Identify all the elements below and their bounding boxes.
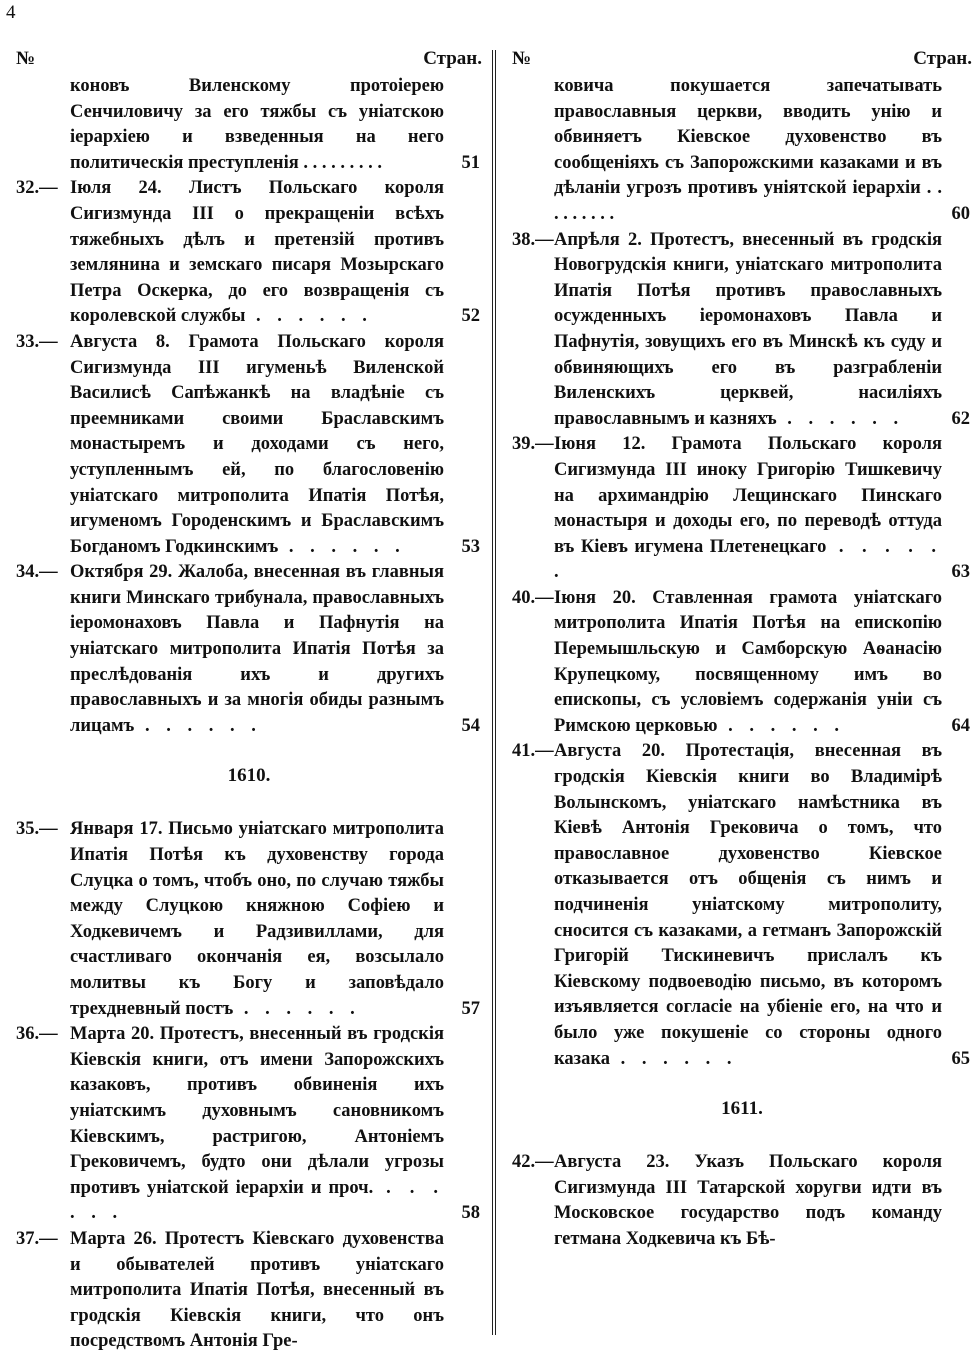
entry-page: 60 xyxy=(951,203,970,224)
num-label: № xyxy=(16,48,36,69)
page-number: 4 xyxy=(6,2,16,23)
column-divider xyxy=(492,50,496,1335)
right-column xyxy=(512,44,972,1253)
entry-text: Августа 8. Грамота Польскаго короля Сигизмунда III игуменьѣ Виленской Василисѣ Сапѣжанкѣ на владѣніе съ преемниками своими Браславскимъ монастыремъ и доходами съ него, уступленнымъ ей, по благословенію уніатскаго митрополита Ипатія Потѣя, игуменомъ Городенскимъ и Браславскимъ Богданомъ Годкинскимъ xyxy=(70,331,444,557)
year-heading-1611: 1611. xyxy=(721,1098,763,1120)
entry-text: Августа 20. Протестація, внесенная въ гродскія Кіевскія книги во Владимірѣ Волынскомъ, уніатскаго намѣстника въ Кіевѣ Антонія Грековича о томъ, что православное духовенство Кіевское отказывается отъ общенія съ нимъ и подчиненія уніатскому митрополиту, сносится съ казаками, а гетманъ Запорожскій Григорій Тискиневичъ прислалъ къ Кіевскому подвоеводію письмо, въ которомъ изъявляется согласіе на убіеніе его, на что и было уже покушеніе со стороны одного казака xyxy=(554,741,942,1069)
entry-number: 32.— xyxy=(16,178,58,199)
entry-number: 42.— xyxy=(512,1152,554,1173)
toc-entry: 32.— Іюля 24. Листъ Польскаго короля Сигизмунда III о прекращеніи всѣхъ тяжебныхъ дѣлъ и претензій противъ землянина и земскаго писаря Мозырскаго Петра Оскерка, до его возвращенія съ королевской службы . . . . . . 52 xyxy=(16,176,482,330)
entry-number: 36.— xyxy=(16,1024,58,1045)
entry-page: 51 xyxy=(461,152,480,173)
page-label: Стран. xyxy=(423,48,482,69)
entry-text: Марта 20. Протестъ, внесенный въ гродскія Кіевскія книги, отъ имени Запорожскихъ казаковъ, противъ обвиненія ихъ уніатскимъ духовнымъ сановникомъ Кіевскимъ, растригою, Антоніемъ Грековичемъ, будто они дѣлали угрозы противъ уніатской іерархіи и проч. xyxy=(70,1024,444,1198)
entry-text: Марта 26. Протестъ Кіевскаго духовенства и обывателей противъ уніатскаго митрополита Ипатія Потѣя, внесенный въ гродскія Кіевскія книги, что онъ посредствомъ Антонія Гре- xyxy=(70,1228,444,1352)
toc-entry: 33.— Августа 8. Грамота Польскаго короля Сигизмунда III игуменьѣ Виленской Василисѣ Сапѣжанкѣ на владѣніе съ преемниками своими Браславскимъ монастыремъ и доходами съ него, уступленнымъ ей, по благословенію уніатскаго митрополита Ипатія Потѣя, игуменомъ Городенскимъ и Браславскимъ Богданомъ Годкинскимъ . . . . . . 53 xyxy=(16,330,482,560)
entry-number: 33.— xyxy=(16,331,58,352)
entry-number: 38.— xyxy=(512,229,554,250)
toc-entry xyxy=(512,1150,972,1252)
entry-text: Октября 29. Жалоба, внесенная въ главныя книги Минскаго трибунала, православныхъ іеромонаховъ Павла и Пафнутія на уніатскаго митрополита Ипатія Потѣя за преслѣдованія ихъ и другихъ православныхъ и за многія обиды разнымъ лицамъ xyxy=(70,562,444,736)
toc-entry: 41.— Августа 20. Протестація, внесенная въ гродскія Кіевскія книги во Владимірѣ Волынскомъ, уніатскаго намѣстника въ Кіевѣ Антонія Грековича о томъ, что православное духовенство Кіевское отказывается отъ общенія съ нимъ и подчиненія уніатскому митрополиту, сносится съ казаками, а гетманъ Запорожскій Григорій Тискиневичъ прислалъ къ Кіевскому подвоеводію письмо, въ которомъ изъявляется согласіе на убіеніе его, на что и было уже покушеніе со стороны одного казака . . . . . . 65 xyxy=(512,739,972,1072)
entry-number: 34.— xyxy=(16,562,58,583)
entry-text: Іюня 12. Грамота Польскаго короля Сигизмунда III иноку Григорію Тишкевичу на архимандрію Лещинскаго Пинскаго монастыря и доходы его, по переводѣ оттуда въ Кіевъ игумена Плетенецкаго xyxy=(554,434,942,557)
entry-page: 54 xyxy=(461,715,480,736)
toc-entry xyxy=(16,1227,482,1355)
entry-page: 52 xyxy=(461,306,480,327)
year-heading-1610: 1610. xyxy=(227,765,271,787)
toc-entry: 34.— Октября 29. Жалоба, внесенная въ главныя книги Минскаго трибунала, православныхъ іеромонаховъ Павла и Пафнутія на уніатскаго митрополита Ипатія Потѣя за преслѣдованія ихъ и другихъ православныхъ и за многія обиды разнымъ лицамъ . . . . . . 54 xyxy=(16,560,482,739)
entry-text: Іюля 24. Листъ Польскаго короля Сигизмунда III о прекращеніи всѣхъ тяжебныхъ дѣлъ и претензій противъ землянина и земскаго писаря Мозырскаго Петра Оскерка, до его возвращенія съ королевской службы xyxy=(70,178,444,327)
right-continuation: ковича покушается запечатывать православныя церкви, вводить унію и обвиняетъ Кіевское духовенство въ сообщеніяхъ съ Запорожскими казаками и въ дѣланіи угрозъ противъ уніятской іерархіи . . . . . . . . . 60 xyxy=(512,74,972,228)
entry-text: Апрѣля 2. Протестъ, внесенный въ гродскія Новогрудскія книги, уніатскаго митрополита Ипатія Потѣя противъ православныхъ осужденныхъ іеромонаховъ Павла и Пафнутія, зовущихъ его въ Минскѣ къ суду и обвиняющихъ его въ разграбленіи Виленскихъ церквей, насиліяхъ православнымъ и казняхъ xyxy=(554,229,942,429)
entry-number: 41.— xyxy=(512,741,554,762)
left-continuation: коновъ Виленскому протоіерею Сенчиловичу за его тяжбы съ уніатскою іерархіею и взведенныя на него политическія преступленія . . . . . . . . . 51 xyxy=(16,74,482,176)
entry-page: 53 xyxy=(461,536,480,557)
entry-text: Января 17. Письмо уніатскаго митрополита Ипатія Потѣя къ духовенству города Слуцка о томъ, чтобъ оно, по случаю тяжбы между Слуцкою княжною Софіею и Ходкевичемъ и Радзивиллами, для счастливаго окончанія ея, возсылало молитвы къ Богу и заповѣдало трехдневный постъ xyxy=(70,819,444,1019)
entry-page: 62 xyxy=(951,408,970,429)
entry-text: коновъ Виленскому протоіерею Сенчиловичу за его тяжбы съ уніатскою іерархіею и взведенныя на него политическія преступленія xyxy=(70,76,444,173)
page-label: Стран. xyxy=(913,48,972,69)
entry-page: 57 xyxy=(461,998,480,1019)
entry-number: 35.— xyxy=(16,819,58,840)
toc-entry: 36.— Марта 20. Протестъ, внесенный въ гродскія Кіевскія книги, отъ имени Запорожскихъ казаковъ, противъ обвиненія ихъ уніатскимъ духовнымъ сановникомъ Кіевскимъ, растригою, Антоніемъ Грековичемъ, будто они дѣлали угрозы противъ уніатской іерархіи и проч. . . . . . . 58 xyxy=(16,1022,482,1227)
entry-text: Августа 23. Указъ Польскаго короля Сигизмунда III Татарской хоругви идти въ Московское государство подъ команду гетмана Ходкевича къ Бѣ- xyxy=(554,1152,942,1249)
toc-entry: 39.— Іюня 12. Грамота Польскаго короля Сигизмунда III иноку Григорію Тишкевичу на архимандрію Лещинскаго Пинскаго монастыря и доходы его, по переводѣ оттуда въ Кіевъ игумена Плетенецкаго . . . . . . 63 xyxy=(512,432,972,586)
num-label: № xyxy=(512,48,532,69)
toc-entry: 38.— Апрѣля 2. Протестъ, внесенный въ гродскія Новогрудскія книги, уніатскаго митрополита Ипатія Потѣя противъ православныхъ осужденныхъ іеромонаховъ Павла и Пафнутія, зовущихъ его въ Минскѣ къ суду и обвиняющихъ его въ разграбленіи Виленскихъ церквей, насиліяхъ православнымъ и казняхъ . . . . . . 62 xyxy=(512,228,972,433)
entry-text: Іюня 20. Ставленная грамота уніатскаго митрополита Ипатія Потѣя на епископію Перемышльскую и Самборскую Аѳанасію Крупецкому, посвященному имъ во епископы, съ условіемъ содержанія уніи съ Римскою церковью xyxy=(554,587,942,736)
entry-page: 63 xyxy=(951,562,970,583)
entry-number: 40.— xyxy=(512,587,554,608)
toc-entry: 35.— Января 17. Письмо уніатскаго митрополита Ипатія Потѣя къ духовенству города Слуцка о томъ, чтобъ оно, по случаю тяжбы между Слуцкою княжною Софіею и Ходкевичемъ и Радзивиллами, для счастливаго окончанія ея, возсылало молитвы къ Богу и заповѣдало трехдневный постъ . . . . . . 57 xyxy=(16,817,482,1022)
right-header xyxy=(512,44,972,74)
entry-page: 64 xyxy=(951,715,970,736)
entry-text: ковича покушается запечатывать православныя церкви, вводить унію и обвиняетъ Кіевское духовенство въ сообщеніяхъ съ Запорожскими казаками и въ дѣланіи угрозъ противъ уніятской іерархіи xyxy=(554,76,942,199)
left-column xyxy=(16,44,482,1355)
entry-page: 58 xyxy=(461,1203,480,1224)
toc-entry: 40.— Іюня 20. Ставленная грамота уніатскаго митрополита Ипатія Потѣя на епископію Перемышльскую и Самборскую Аѳанасію Крупецкому, посвященному имъ во епископы, съ условіемъ содержанія уніи съ Римскою церковью . . . . . . 64 xyxy=(512,586,972,740)
entry-number: 39.— xyxy=(512,434,554,455)
left-header xyxy=(16,44,482,74)
entry-number: 37.— xyxy=(16,1228,58,1249)
entry-page: 65 xyxy=(951,1048,970,1069)
